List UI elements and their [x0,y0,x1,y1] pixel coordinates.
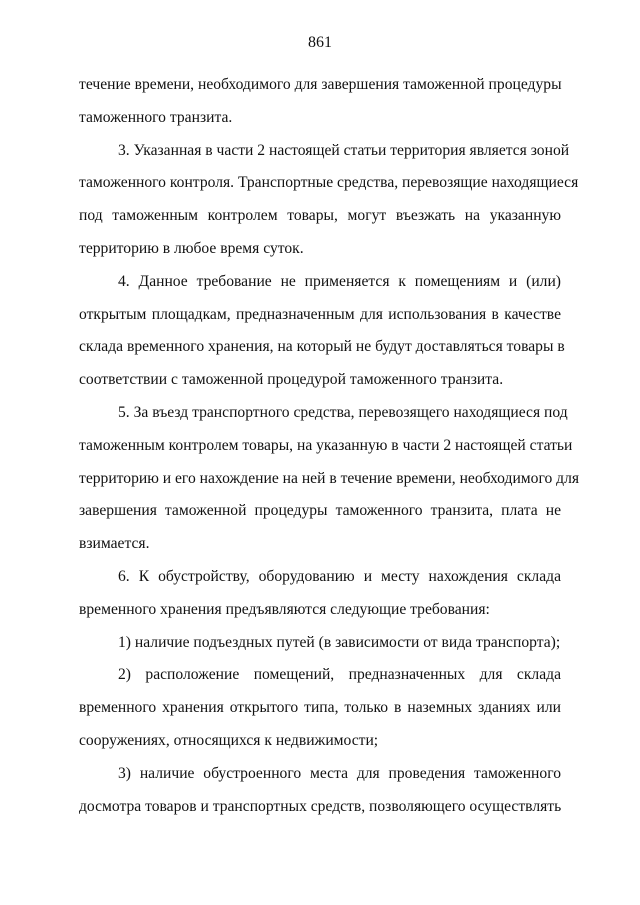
text-line: 4. Данное требование не применяется к помещениям и (или) [118,272,561,290]
text-line: 6. К обустройству, оборудованию и месту нахождения склада [118,567,561,585]
text-line: временного хранения открытого типа, только в наземных зданиях или [79,699,561,717]
text-line: территорию и его нахождение на ней в течение времени, необходимого для [79,469,580,487]
text-line: досмотра товаров и транспортных средств, позволяющего осуществлять [79,797,562,815]
text-line: сооружениях, относящихся к недвижимости; [79,731,379,749]
text-line: 1) наличие подъездных путей (в зависимости от вида транспорта); [118,633,561,651]
text-line: таможенного контроля. Транспортные средства, перевозящие находящиеся [79,174,579,192]
list-item-1 [79,627,561,660]
text-line: территорию в любое время суток. [79,239,304,257]
text-line: 2) расположение помещений, предназначенных для склада [118,666,561,684]
text-line: склада временного хранения, на который не будут доставляться товары в [79,338,565,356]
text-line: таможенным контролем товары, на указанную в части 2 настоящей статьи [79,436,573,454]
document-body [79,69,580,823]
text-line: 3. Указанная в части 2 настоящей статьи территория является зоной [118,141,570,159]
page-number: 861 [308,34,332,51]
text-line: временного хранения предъявляются следующие требования: [79,600,490,618]
list-item-3 [79,758,561,824]
paragraph-6 [79,561,561,627]
paragraph-5 [79,397,580,561]
text-line: течение времени, необходимого для завершения таможенной процедуры [79,76,562,93]
text-line: под таможенным контролем товары, могут въезжать на указанную [79,207,561,225]
text-line: завершения таможенной процедуры таможенного транзита, плата не [79,502,561,520]
paragraph-3 [79,135,579,266]
text-line: таможенного транзита. [79,108,233,126]
text-line: взимается. [79,535,150,553]
text-line: 5. За въезд транспортного средства, перевозящего находящиеся под [118,403,568,421]
paragraph-continuation [79,69,561,135]
text-line: соответствии с таможенной процедурой таможенного транзита. [79,371,504,389]
text-line: открытым площадкам, предназначенным для использования в качестве [79,305,561,323]
paragraph-4 [79,266,565,397]
text-line: 3) наличие обустроенного места для проведения таможенного [118,764,561,782]
list-item-2 [79,659,561,757]
